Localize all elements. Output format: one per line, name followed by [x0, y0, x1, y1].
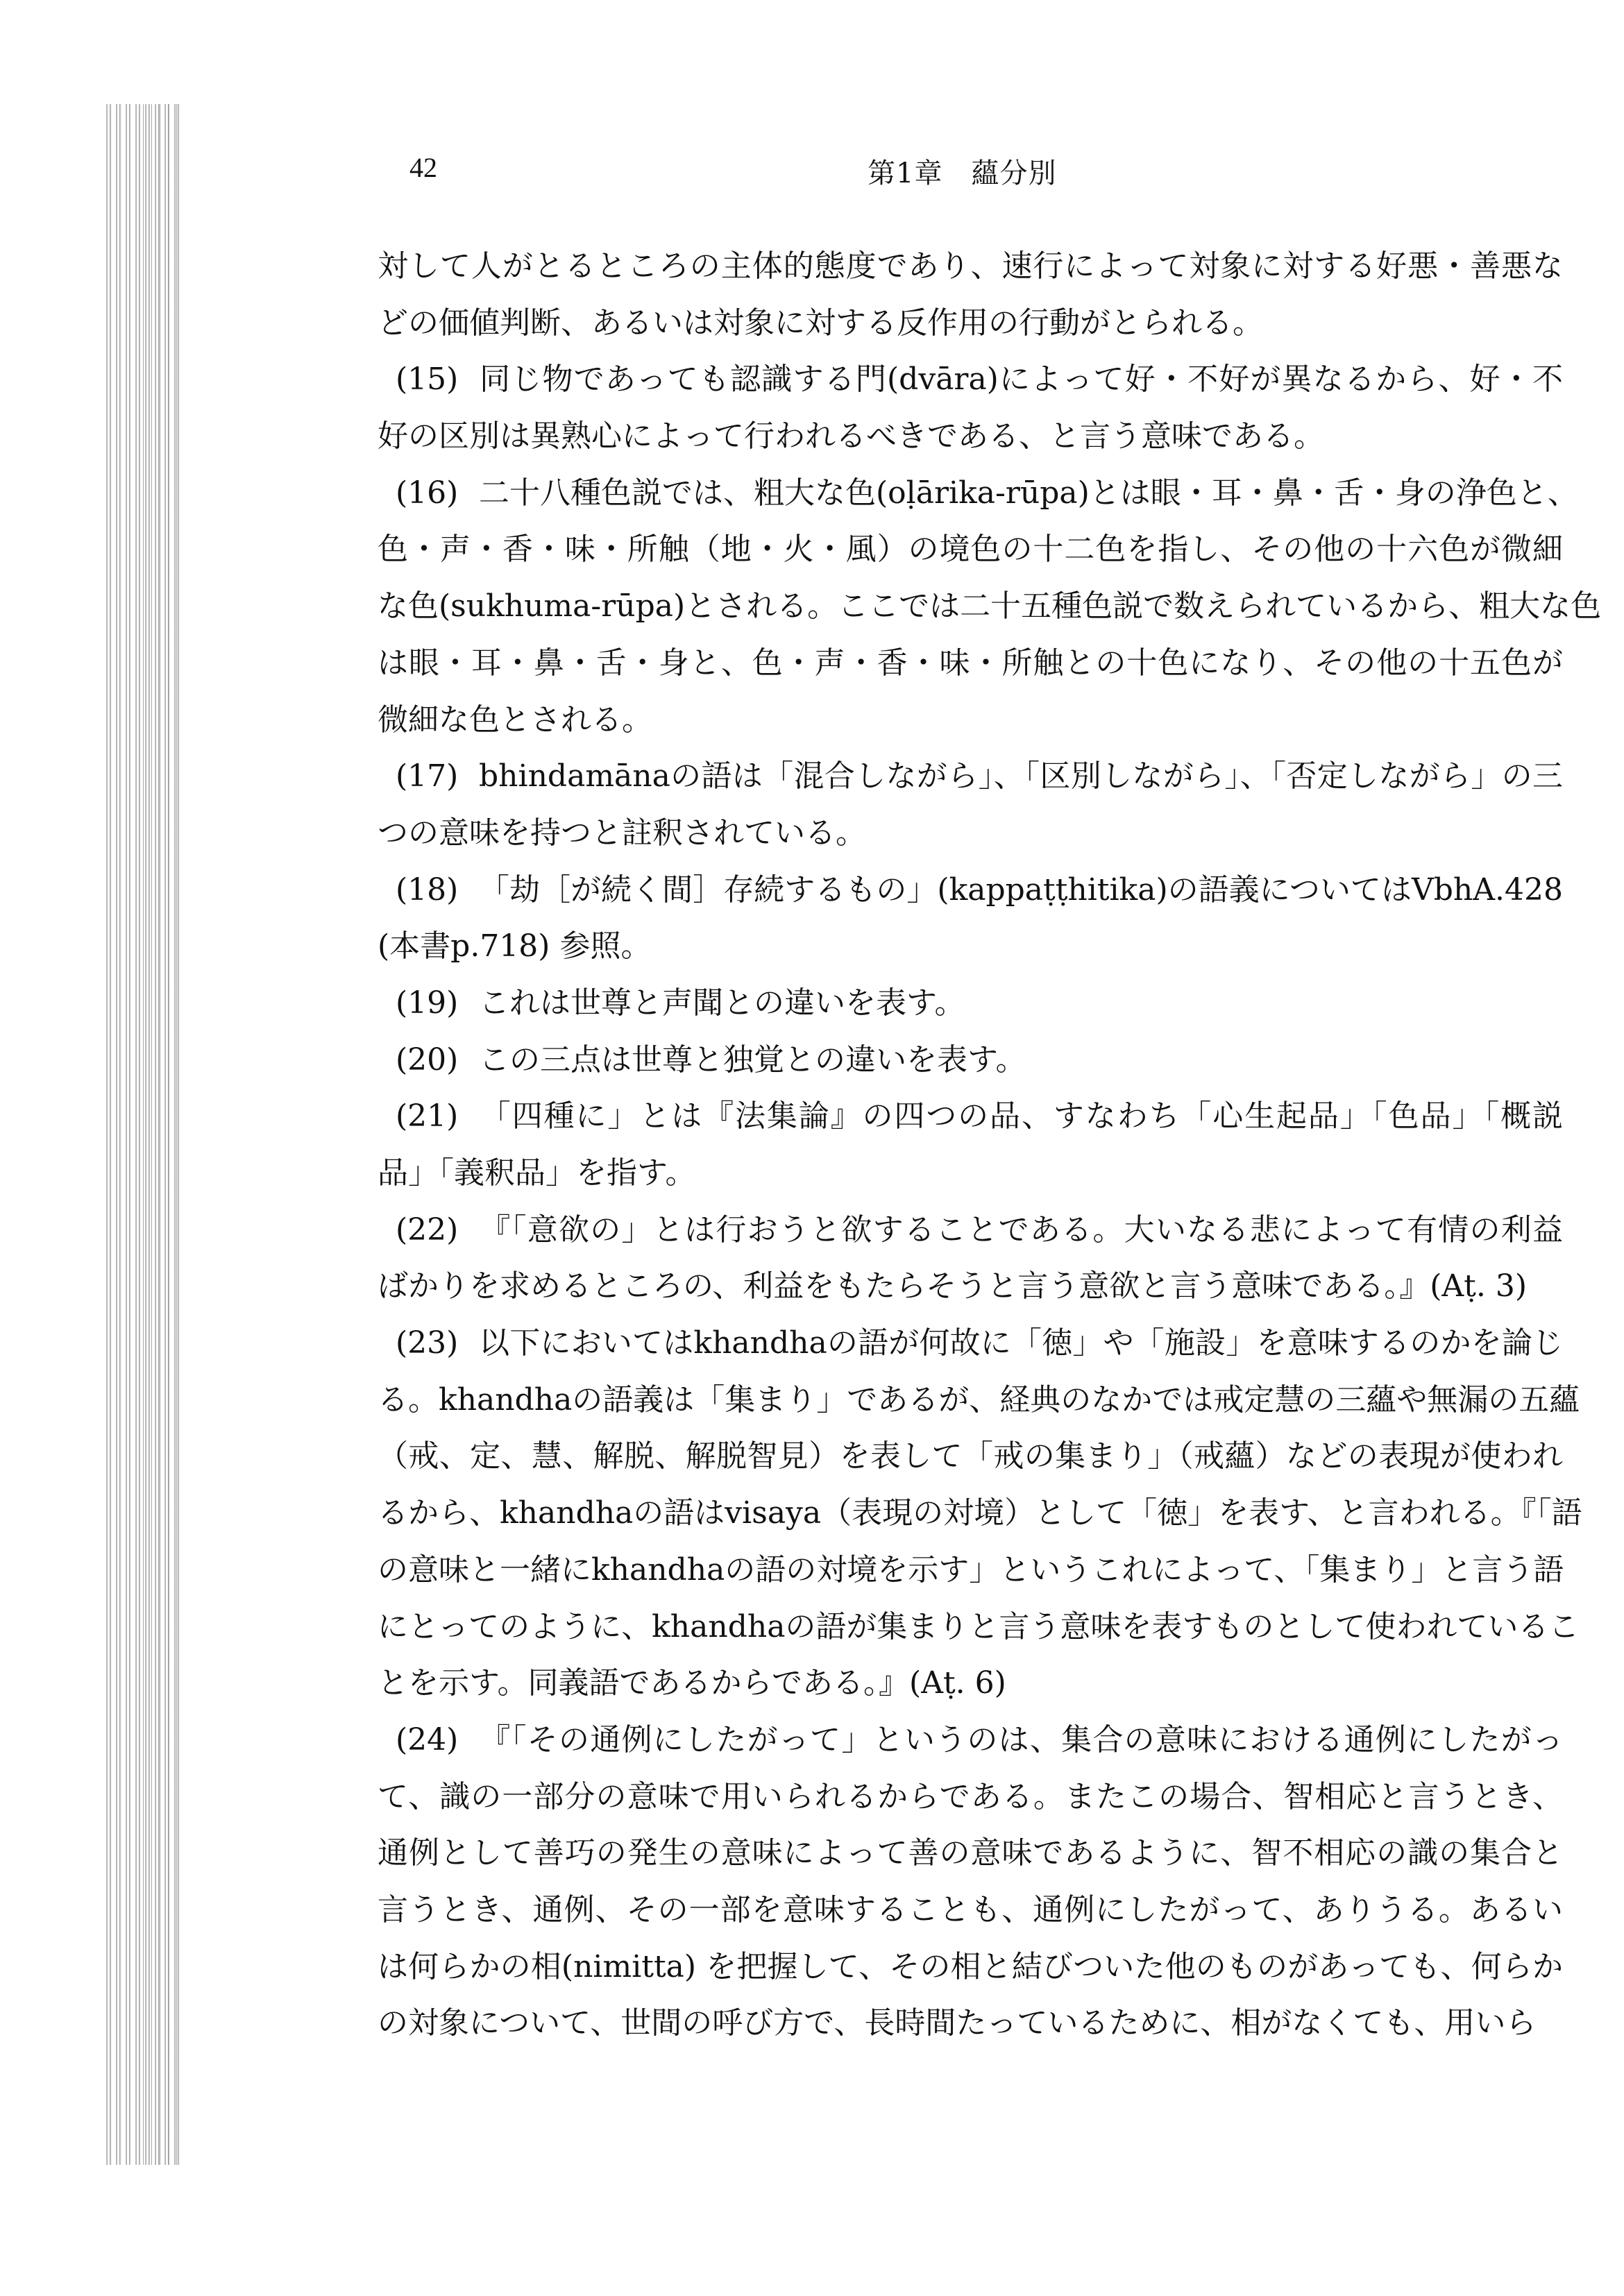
note-text: 品」「義釈品」を指す。	[378, 1155, 696, 1191]
note-text: ばかりを求めるところの、利益をもたらそうと言う意欲と言う意味である。』(Aṭ. 3)	[378, 1268, 1527, 1304]
note-number: (21)	[396, 1098, 459, 1134]
note-text: 『「意欲の」とは行おうと欲することである。大いなる悲によって有情の利益	[479, 1211, 1563, 1248]
note-number: (24)	[396, 1721, 459, 1758]
note-line	[378, 1315, 1563, 1372]
note-line	[378, 918, 1563, 975]
note-number: (18)	[396, 871, 459, 908]
note-line	[378, 635, 1563, 692]
note-line	[378, 1712, 1563, 1769]
note-text: 『「その通例にしたがって」というのは、集合の意味における通例にしたがっ	[479, 1721, 1563, 1758]
note-line	[378, 1372, 1580, 1429]
note-line	[378, 578, 1602, 635]
note-text: 二十八種色説では、粗大な色(oḷārika-rūpa)とは眼・耳・鼻・舌・身の浄色と、	[479, 475, 1578, 511]
note-line	[378, 1428, 1563, 1485]
note-line	[378, 1485, 1582, 1542]
page-number: 42	[409, 152, 437, 183]
note-number: (20)	[396, 1041, 459, 1078]
note-text: にとってのように、khandhaの語が集まりと言う意味を表すものとして使われているこ	[378, 1608, 1580, 1644]
note-text: 以下においてはkhandhaの語が何故に「徳」や「施設」を意味するのかを論じ	[479, 1325, 1563, 1361]
note-number: (22)	[396, 1211, 459, 1248]
note-line	[378, 692, 1563, 749]
note-number: (16)	[396, 475, 459, 511]
note-line	[378, 1202, 1563, 1259]
note-number: (15)	[396, 362, 459, 398]
note-text: とを示す。同義語であるからである。』(Aṭ. 6)	[378, 1665, 1006, 1701]
note-number: (23)	[396, 1325, 459, 1361]
note-line	[378, 1882, 1563, 1939]
intro-line: どの価値判断、あるいは対象に対する反作用の行動がとられる。	[378, 305, 1263, 341]
note-text: の意味と一緒にkhandhaの語の対境を示す」というこれによって、「集まり」と言う語	[378, 1551, 1564, 1588]
note-line	[378, 805, 1563, 862]
note-line	[378, 975, 1563, 1032]
note-text: の対象について、世間の呼び方で、長時間たっているために、相がなくても、用いら	[378, 2005, 1537, 2041]
note-text: は眼・耳・鼻・舌・身と、色・声・香・味・所触との十色になり、その他の十五色が	[378, 645, 1563, 681]
note-line	[378, 1655, 1563, 1712]
note-text: 微細な色とされる。	[378, 701, 652, 738]
note-line	[378, 521, 1563, 578]
note-line	[378, 1145, 1563, 1202]
note-line	[378, 862, 1563, 919]
note-line	[378, 1939, 1563, 1996]
note-line	[378, 748, 1563, 805]
note-text: （戒、定、慧、解脱、解脱智見）を表して「戒の集まり」（戒蘊）などの表現が使われ	[378, 1438, 1563, 1474]
note-text: この三点は世尊と独覚との違いを表す。	[479, 1041, 1026, 1078]
intro-line: 対して人がとるところの主体的態度であり、速行によって対象に対する好悪・善悪な	[378, 248, 1563, 284]
note-line	[378, 465, 1578, 522]
note-text: 言うとき、通例、その一部を意味することも、通例にしたがって、ありうる。あるい	[378, 1891, 1563, 1928]
note-line	[378, 1769, 1563, 1826]
note-line	[378, 1542, 1563, 1599]
running-header: 第1章 蘊分別	[868, 158, 1057, 189]
note-text: 同じ物であっても認識する門(dvāra)によって好・不好が異なるから、好・不	[479, 362, 1563, 398]
note-text: 「劫［が続く間］存続するもの」(kappaṭṭhitika)の語義についてはVbhA.428	[479, 871, 1563, 908]
note-text: 色・声・香・味・所触（地・火・風）の境色の十二色を指し、その他の十六色が微細	[378, 532, 1563, 568]
note-text: (本書p.718) 参照。	[378, 928, 652, 964]
note-text: つの意味を持つと註釈されている。	[378, 815, 866, 851]
page-body	[378, 238, 1602, 2052]
note-text: これは世尊と声聞との違いを表す。	[479, 985, 965, 1021]
note-line	[378, 1599, 1580, 1656]
note-text: る。khandhaの語義は「集まり」であるが、経典のなかでは戒定慧の三蘊や無漏の五蘊	[378, 1381, 1580, 1418]
note-line	[378, 1088, 1563, 1145]
note-text: 好の区別は異熟心によって行われるべきである、と言う意味である。	[378, 418, 1324, 454]
note-text: 「四種に」とは『法集論』の四つの品、すなわち「心生起品」「色品」「概説	[479, 1098, 1563, 1134]
note-text: るから、khandhaの語はvisaya（表現の対境）として「徳」を表す、と言われる。『「語	[378, 1495, 1582, 1531]
note-line	[378, 1995, 1563, 2052]
note-number: (19)	[396, 985, 459, 1021]
scan-binding-shadow	[139, 104, 182, 2165]
note-line	[378, 1825, 1563, 1882]
note-line	[378, 408, 1563, 465]
note-line	[378, 1032, 1563, 1089]
note-number: (17)	[396, 758, 459, 794]
note-line	[378, 351, 1563, 408]
note-text: は何らかの相(nimitta) を把握して、その相と結びついた他のものがあっても、何らか	[378, 1948, 1563, 1984]
note-text: な色(sukhuma-rūpa)とされる。ここでは二十五種色説で数えられているから、粗大な色	[378, 588, 1602, 624]
note-line	[378, 1258, 1563, 1315]
note-text: 通例として善巧の発生の意味によって善の意味であるように、智不相応の識の集合と	[378, 1835, 1563, 1871]
note-text: bhindamānaの語は「混合しながら」、「区別しながら」、「否定しながら」の三	[479, 758, 1563, 794]
note-text: て、識の一部分の意味で用いられるからである。またこの場合、智相応と言うとき、	[378, 1778, 1563, 1814]
